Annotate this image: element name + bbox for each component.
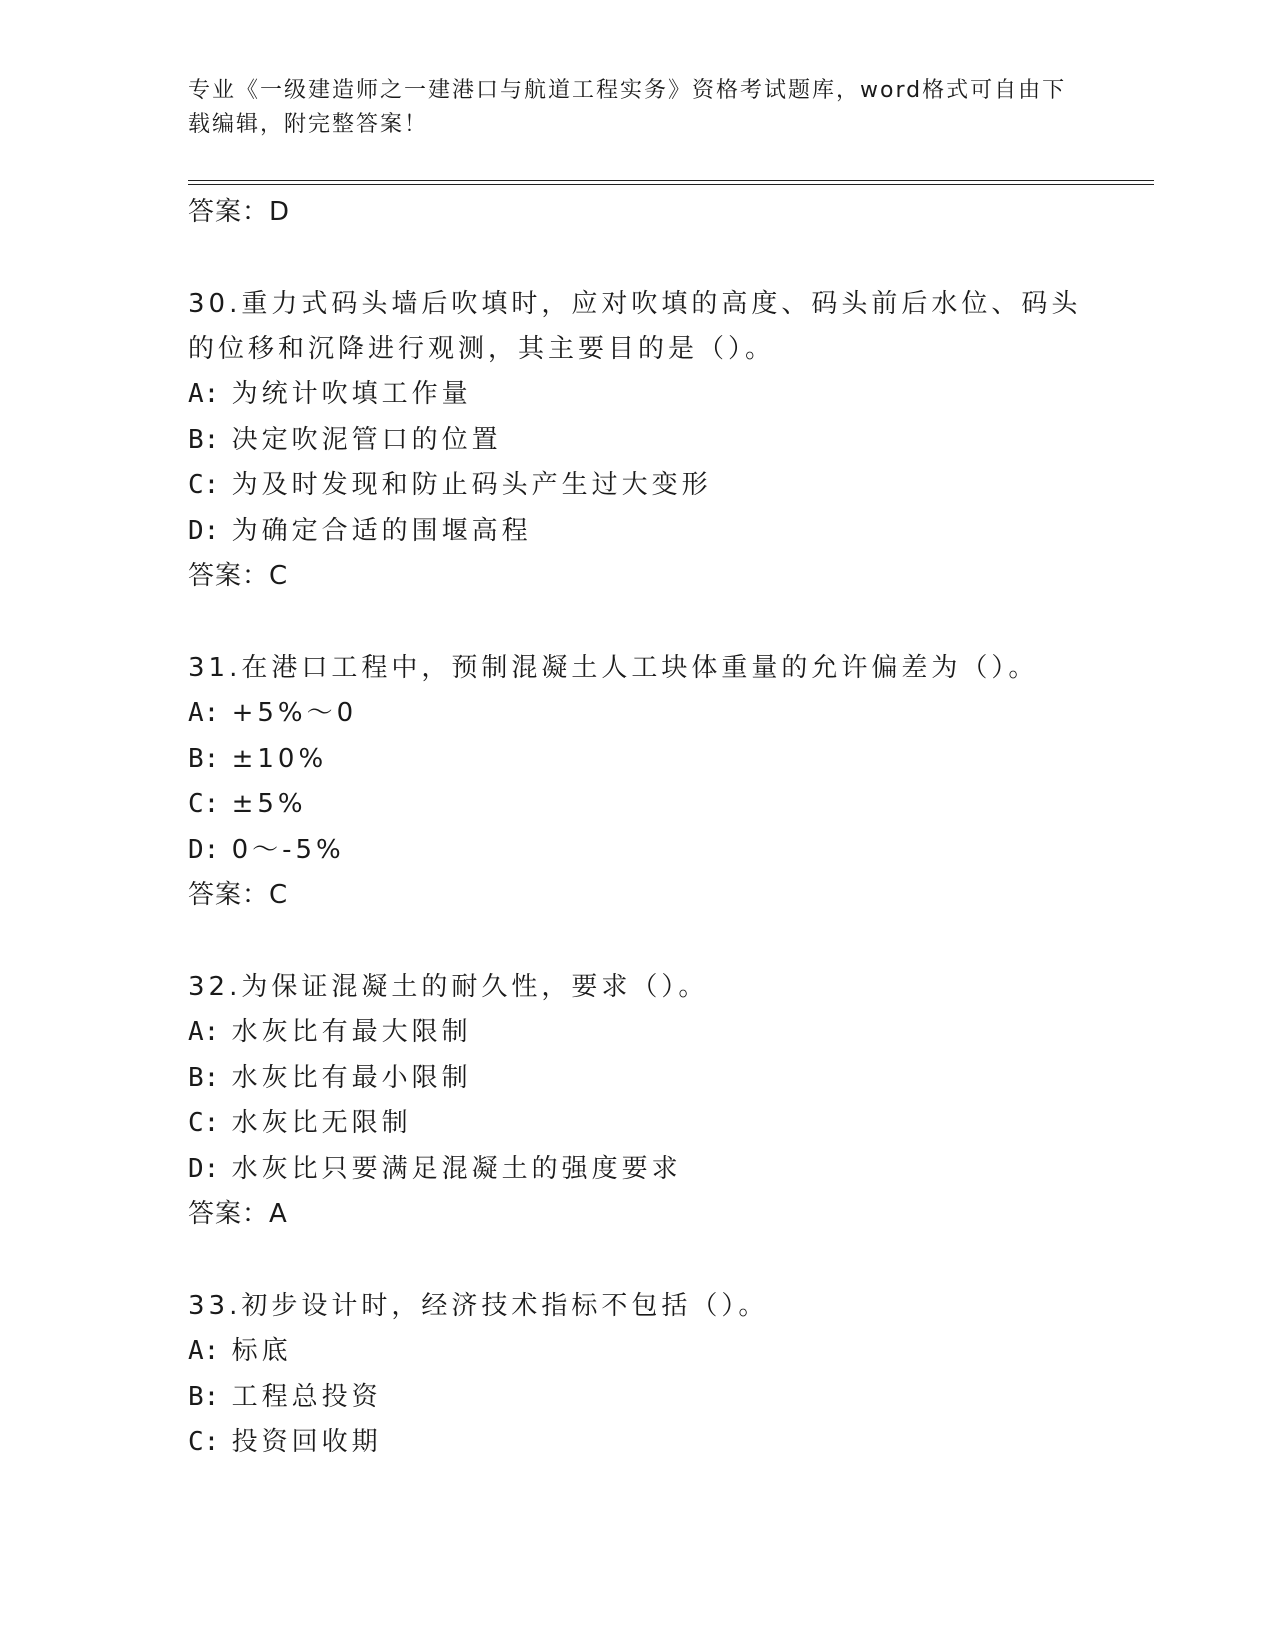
- question-stem: 33.初步设计时，经济技术指标不包括（）。: [188, 1291, 769, 1321]
- answer-line: 答案：C: [188, 880, 289, 910]
- question-stem: 30.重力式码头墙后吹填时，应对吹填的高度、码头前后水位、码头的位移和沉降进行观测，其主要目的是（）。: [188, 289, 1082, 364]
- option-c: [188, 1101, 1088, 1147]
- option-letter: C:: [188, 789, 220, 819]
- question-item: [188, 965, 1088, 1237]
- option-text: 0～-5%: [231, 834, 345, 865]
- option-letter: C:: [188, 470, 220, 500]
- answer-line: 答案：D: [188, 197, 291, 227]
- option-a: [188, 1329, 1088, 1375]
- option-a: [188, 372, 1088, 418]
- header-rule-bottom: [188, 184, 1154, 185]
- question-list: [188, 190, 1088, 1466]
- option-d: [188, 828, 1088, 874]
- option-b: [188, 1056, 1088, 1102]
- option-c: [188, 1420, 1088, 1466]
- option-text: 水灰比无限制: [231, 1108, 412, 1138]
- question-item: [188, 646, 1088, 918]
- option-letter: A:: [188, 1336, 220, 1366]
- option-text: 为统计吹填工作量: [231, 379, 472, 409]
- document-header: 专业《一级建造师之一建港口与航道工程实务》资格考试题库，word格式可自由下载编辑，附完整答案！: [188, 78, 1067, 137]
- option-a: [188, 1010, 1088, 1056]
- option-c: [188, 782, 1088, 828]
- option-letter: C:: [188, 1427, 220, 1457]
- option-b: [188, 418, 1088, 464]
- option-text: +5%～0: [231, 698, 358, 728]
- option-letter: B:: [188, 1381, 220, 1412]
- option-text: 水灰比有最小限制: [231, 1062, 472, 1093]
- option-text: 水灰比只要满足混凝土的强度要求: [231, 1153, 682, 1184]
- option-text: 工程总投资: [231, 1381, 382, 1412]
- option-b: [188, 1375, 1088, 1421]
- option-text: 为确定合适的围堰高程: [231, 515, 532, 546]
- option-a: [188, 691, 1088, 737]
- option-text: 标底: [231, 1336, 292, 1366]
- option-text: 决定吹泥管口的位置: [231, 424, 502, 455]
- option-c: [188, 463, 1088, 509]
- option-d: [188, 509, 1088, 555]
- option-b: [188, 737, 1088, 783]
- option-letter: A:: [188, 379, 220, 409]
- option-text: ±10%: [231, 743, 328, 774]
- option-d: [188, 1147, 1088, 1193]
- option-letter: B:: [188, 743, 220, 774]
- option-letter: D:: [188, 834, 220, 865]
- question-stem: 31.在港口工程中，预制混凝土人工块体重量的允许偏差为（）。: [188, 653, 1039, 683]
- option-text: 水灰比有最大限制: [231, 1017, 472, 1047]
- header-rule-top: [188, 180, 1154, 181]
- question-stem: 32.为保证混凝土的耐久性，要求（）。: [188, 972, 709, 1002]
- question-item: [188, 282, 1088, 599]
- answer-line: 答案：C: [188, 561, 289, 591]
- option-letter: C:: [188, 1108, 220, 1138]
- option-text: ±5%: [231, 789, 307, 819]
- option-letter: D:: [188, 1153, 220, 1184]
- option-text: 为及时发现和防止码头产生过大变形: [231, 470, 712, 500]
- option-letter: B:: [188, 1062, 220, 1093]
- question-item: [188, 1284, 1088, 1466]
- option-text: 投资回收期: [231, 1427, 382, 1457]
- option-letter: D:: [188, 515, 220, 546]
- option-letter: A:: [188, 698, 220, 728]
- answer-line: 答案：A: [188, 1199, 288, 1229]
- option-letter: A:: [188, 1017, 220, 1047]
- option-letter: B:: [188, 424, 220, 455]
